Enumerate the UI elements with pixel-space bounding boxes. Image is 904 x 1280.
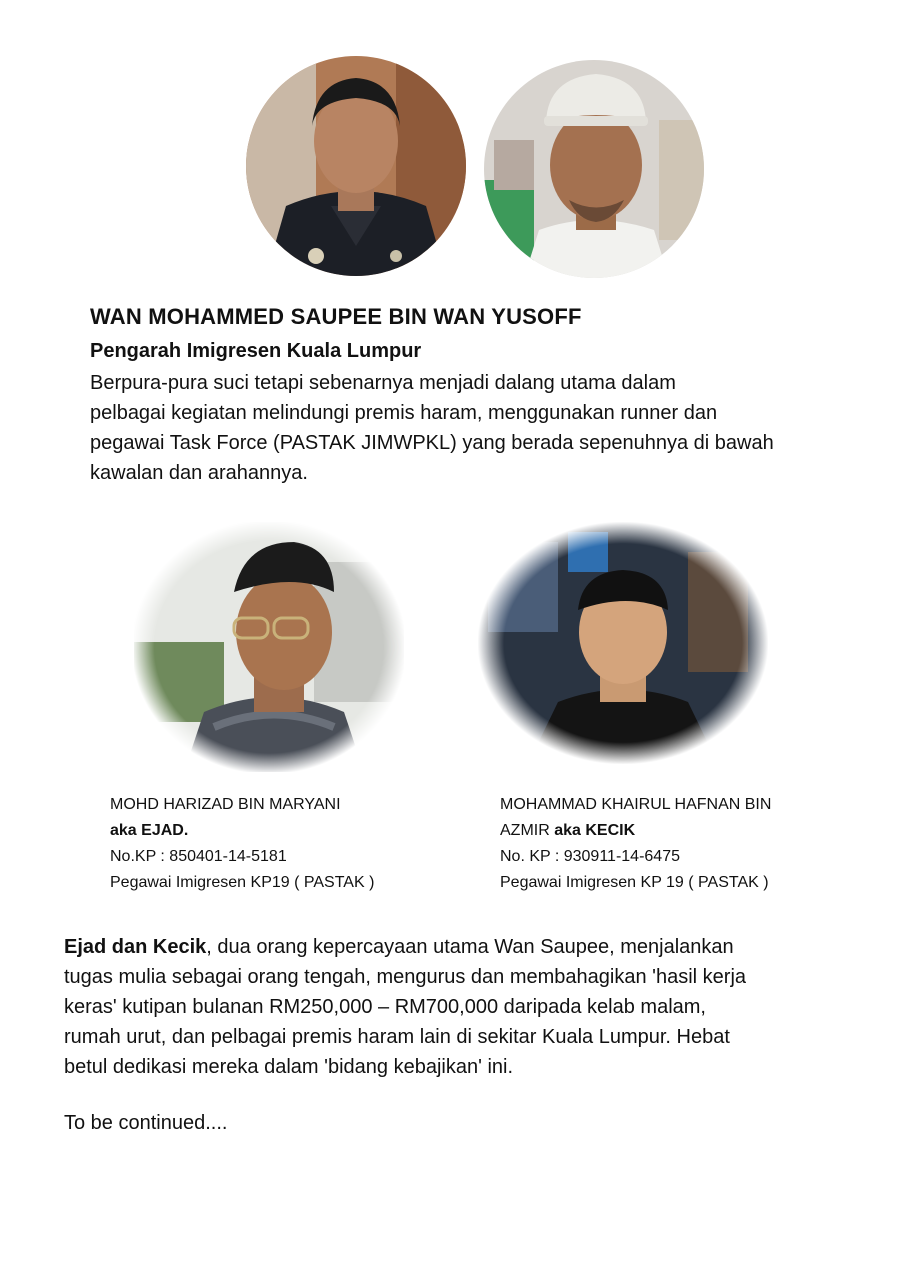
man-with-glasses-image [134, 522, 404, 772]
body-line: keras' kutipan bulanan RM250,000 – RM700,000 daripada kelab malam, [64, 996, 706, 1018]
young-man-photo [478, 522, 768, 764]
body-line: , dua orang kepercayaan utama Wan Saupee, menjalankan [206, 936, 734, 958]
description-line: kawalan dan arahannya. [90, 462, 308, 484]
person-2-alias: aka KECIK [554, 822, 636, 839]
description-line: pegawai Task Force (PASTAK JIMWPKL) yang berada sepenuhnya di bawah [90, 432, 774, 454]
body-lead-bold: Ejad dan Kecik [64, 936, 207, 958]
person-1-name: MOHD HARIZAD BIN MARYANI [110, 796, 341, 813]
to-be-continued-text: To be continued.... [64, 1112, 228, 1134]
person-2-name-line2: AZMIR [500, 822, 555, 839]
person-1-caption [110, 792, 470, 896]
person-1-ic: No.KP : 850401-14-5181 [110, 848, 287, 865]
person-1-role: Pegawai Imigresen KP19 ( PASTAK ) [110, 874, 375, 891]
body-paragraph [64, 932, 874, 1082]
man-in-kopiah-image [484, 60, 704, 278]
body-line: tugas mulia sebagai orang tengah, mengurus dan membahagikan 'hasil kerja [64, 966, 747, 988]
officer-portrait-photo [246, 56, 466, 276]
body-line: rumah urut, dan pelbagai premis haram lain di sekitar Kuala Lumpur. Hebat [64, 1026, 730, 1048]
man-in-kopiah-photo [484, 60, 704, 278]
description-line: pelbagai kegiatan melindungi premis haram, menggunakan runner dan [90, 402, 718, 424]
person-2-role: Pegawai Imigresen KP 19 ( PASTAK ) [500, 874, 769, 891]
body-line: betul dedikasi mereka dalam 'bidang kebajikan' ini. [64, 1056, 514, 1078]
person-2-ic: No. KP : 930911-14-6475 [500, 848, 680, 865]
young-man-image [478, 522, 768, 764]
main-person-name: WAN MOHAMMED SAUPEE BIN WAN YUSOFF [90, 304, 582, 329]
person-2-name: MOHAMMAD KHAIRUL HAFNAN BIN [500, 796, 772, 813]
officer-portrait-image [246, 56, 466, 276]
description-line: Berpura-pura suci tetapi sebenarnya menjadi dalang utama dalam [90, 372, 676, 394]
person-2-caption [500, 792, 860, 896]
person-1-alias: aka EJAD. [110, 822, 189, 839]
man-with-glasses-photo [134, 522, 404, 772]
main-person-description [90, 368, 870, 488]
main-person-position: Pengarah Imigresen Kuala Lumpur [90, 340, 422, 362]
